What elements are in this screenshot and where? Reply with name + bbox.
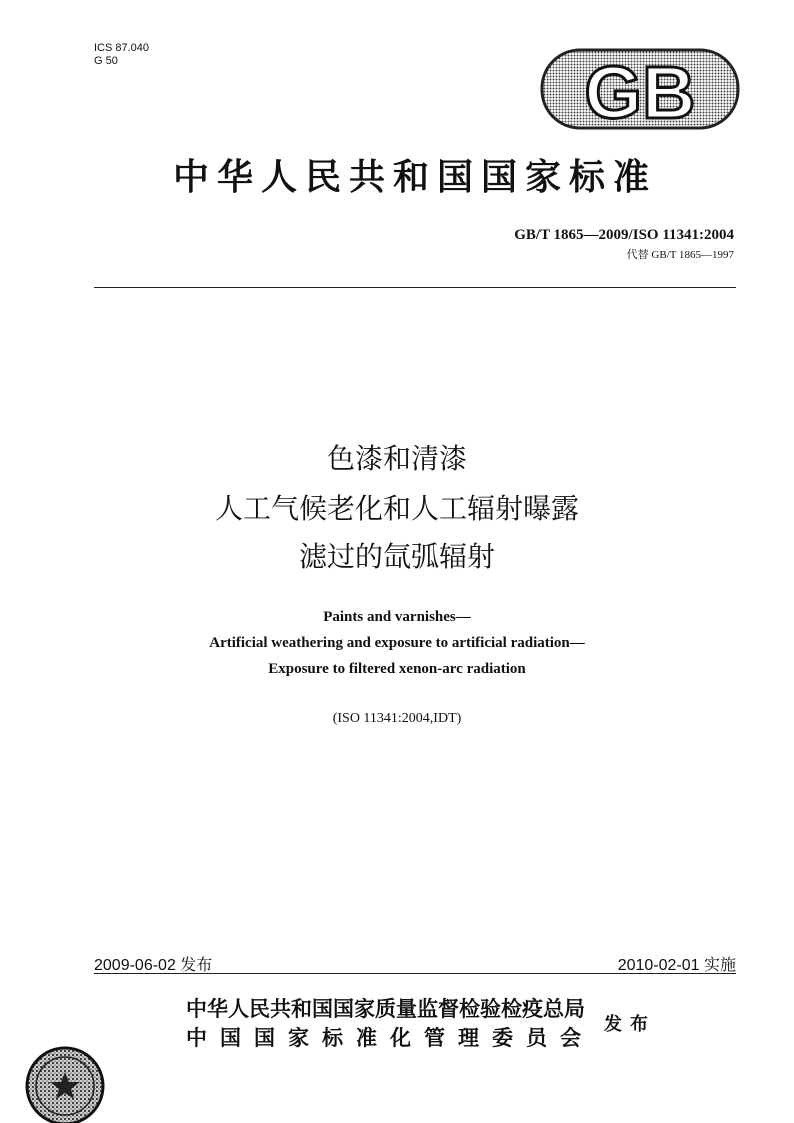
top-divider <box>94 287 736 288</box>
standard-category-title: 中华人民共和国国家标准 <box>172 157 657 198</box>
bottom-divider <box>94 973 736 974</box>
official-seal-icon <box>20 1038 110 1123</box>
title-en-line-3: Exposure to filtered xenon-arc radiation <box>268 661 526 677</box>
standard-number: GB/T 1865—2009/ISO 11341:2004 <box>514 227 734 243</box>
ccs-code: G 50 <box>94 55 118 67</box>
issuer-sac: 中国国家标准化管理委员会 <box>186 1026 594 1050</box>
svg-text:GB: GB <box>584 51 696 130</box>
classification-codes <box>94 42 149 68</box>
replaces-note: 代替 GB/T 1865—1997 <box>626 249 734 261</box>
issue-date: 2009-06-02 发布 <box>94 957 213 974</box>
title-en-line-2: Artificial weathering and exposure to artificial radiation— <box>209 635 585 651</box>
implementation-date: 2010-02-01 实施 <box>617 957 736 974</box>
issuer-aqsiq: 中华人民共和国国家质量监督检验检疫总局 <box>186 997 585 1021</box>
title-cn-line-2: 人工气候老化和人工辐射曝露 <box>214 492 579 525</box>
title-cn-line-3: 滤过的氙弧辐射 <box>298 540 495 573</box>
adoption-note: (ISO 11341:2004,IDT) <box>332 711 462 726</box>
title-cn-line-1: 色漆和清漆 <box>326 442 467 475</box>
gb-logo <box>540 48 740 130</box>
publish-label: 发布 <box>604 1014 656 1035</box>
title-en-line-1: Paints and varnishes— <box>323 609 471 625</box>
ics-code: ICS 87.040 <box>94 42 150 54</box>
